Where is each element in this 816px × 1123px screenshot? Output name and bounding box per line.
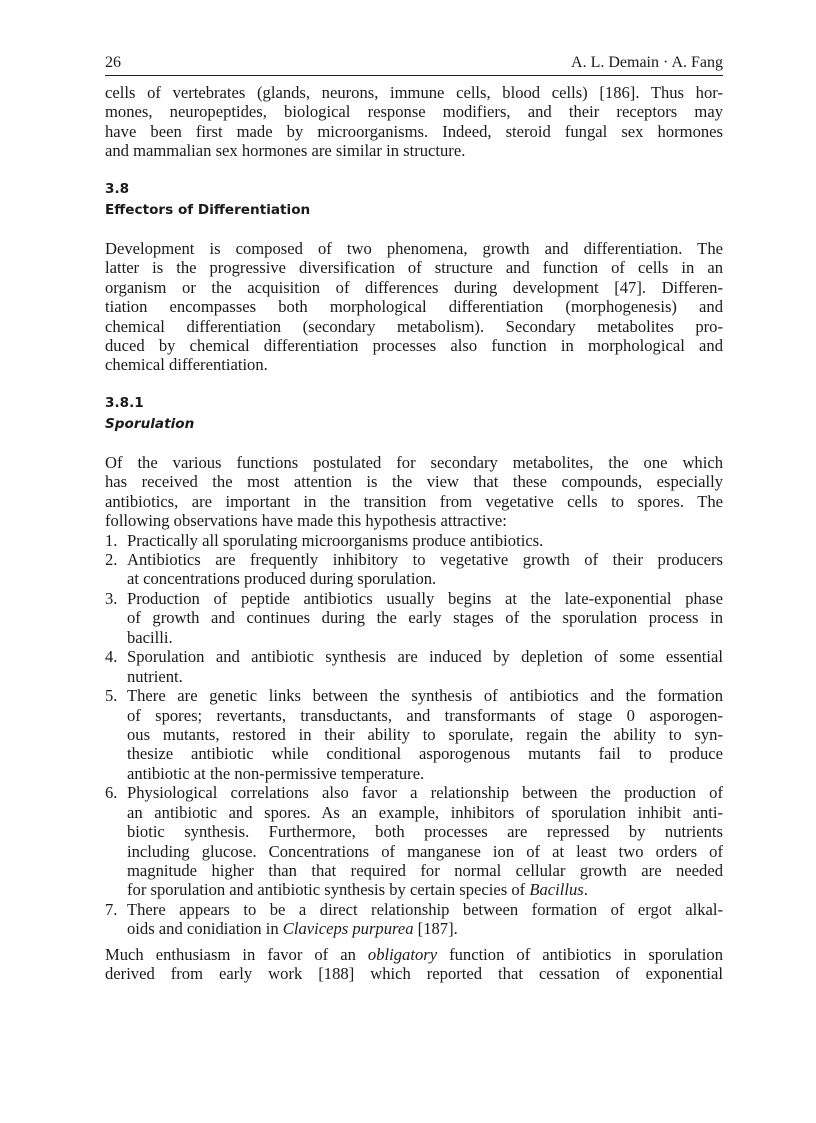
list-number: 4.	[105, 647, 118, 667]
text-line: of spores; revertants, transductants, and transformants of stage 0 asporogen-	[127, 705, 723, 725]
text-line: Antibiotics are frequently inhibitory to vegetative growth of their producers	[127, 550, 723, 570]
text-line: have been first made by microorganisms. Indeed, steroid fungal sex hormones	[105, 121, 723, 141]
list-item	[105, 686, 723, 783]
list-item-text	[127, 589, 723, 647]
text-line	[105, 945, 723, 964]
list-item-text	[127, 550, 723, 589]
header-rule	[105, 75, 723, 76]
section-heading	[105, 179, 723, 221]
text-line: following observations have made this hypothesis attractive:	[105, 511, 507, 531]
italic-text: Bacillus	[529, 880, 584, 900]
paragraph	[105, 239, 723, 375]
text-segment: function of antibiotics in sporulation	[437, 944, 723, 964]
text-line: has received the most attention is the view that these compounds, especially	[105, 472, 723, 492]
text-line: Practically all sporulating microorganisms produce antibiotics.	[127, 530, 544, 550]
text-line: chemical differentiation.	[105, 355, 268, 375]
text-line: Production of peptide antibiotics usually begins at the late-exponential phase	[127, 588, 723, 608]
text-line: bacilli.	[127, 627, 173, 647]
text-line: antibiotic at the non-permissive temperature.	[127, 763, 425, 783]
text-line: duced by chemical differentiation processes also function in morphological and	[105, 335, 723, 355]
text-line: chemical differentiation (secondary metabolism). Secondary metabolites pro-	[105, 316, 723, 336]
page	[105, 52, 723, 984]
page-number: 26	[105, 54, 121, 71]
text-line: including glucose. Concentrations of manganese ion of at least two orders of	[127, 841, 723, 861]
list-item	[105, 589, 723, 647]
text-line	[127, 919, 723, 938]
list-item-text	[127, 647, 723, 686]
text-line: and mammalian sex hormones are similar in structure.	[105, 141, 466, 161]
text-line: mones, neuropeptides, biological response modifiers, and their receptors may	[105, 102, 723, 122]
body-text	[105, 83, 723, 984]
text-line: ous mutants, restored in their ability to sporulate, regain the ability to syn-	[127, 724, 723, 744]
text-line	[127, 880, 723, 899]
text-line: latter is the progressive diversification of structure and function of cells in an	[105, 258, 723, 278]
text-line: There are genetic links between the synthesis of antibiotics and the formation	[127, 686, 723, 706]
text-line: Development is composed of two phenomena, growth and differentiation. The	[105, 238, 723, 258]
text-line: Sporulation and antibiotic synthesis are induced by depletion of some essential	[127, 647, 723, 667]
list-item	[105, 900, 723, 939]
text-line: of growth and continues during the early stages of the sporulation process in	[127, 608, 723, 628]
text-line: antibiotics, are important in the transition from vegetative cells to spores. The	[105, 491, 723, 511]
section-title: Sporulation	[105, 415, 195, 432]
list-item-text	[127, 783, 723, 900]
italic-text: Claviceps purpurea	[282, 919, 414, 939]
list-item	[105, 783, 723, 900]
section-number: 3.8	[105, 180, 130, 197]
text-segment: Much enthusiasm in favor of an	[105, 944, 368, 964]
list-item-text	[127, 531, 723, 550]
text-line: Physiological correlations also favor a relationship between the production of	[127, 783, 723, 803]
text-line: at concentrations produced during sporulation.	[127, 569, 437, 589]
paragraph	[105, 453, 723, 531]
section-number: 3.8.1	[105, 394, 144, 411]
section-heading	[105, 393, 723, 435]
list-number: 2.	[105, 550, 118, 570]
paragraph	[105, 945, 723, 984]
text-segment: [187].	[413, 919, 458, 939]
italic-text: obligatory	[367, 944, 438, 964]
numbered-list	[105, 531, 723, 939]
text-line: organism or the acquisition of differences during development [47]. Differen-	[105, 277, 723, 297]
list-item	[105, 550, 723, 589]
text-line: biotic synthesis. Furthermore, both processes are repressed by nutrients	[127, 822, 723, 842]
text-line: nutrient.	[127, 666, 183, 686]
text-segment: for sporulation and antibiotic synthesis by certain species of	[127, 880, 530, 900]
list-item-text	[127, 686, 723, 783]
running-header	[105, 52, 723, 74]
paragraph	[105, 83, 723, 161]
text-segment: .	[583, 880, 588, 900]
list-item-text	[127, 900, 723, 939]
text-line: an antibiotic and spores. As an example, inhibitors of sporulation inhibit anti-	[127, 802, 723, 822]
section-title: Effectors of Differentiation	[105, 201, 311, 218]
list-number: 7.	[105, 899, 118, 919]
text-line: Of the various functions postulated for secondary metabolites, the one which	[105, 452, 723, 472]
list-item	[105, 531, 723, 550]
text-segment: oids and conidiation in	[127, 919, 283, 939]
list-item	[105, 647, 723, 686]
text-line: thesize antibiotic while conditional asporogenous mutants fail to produce	[127, 744, 723, 764]
list-number: 3.	[105, 588, 118, 608]
text-line: There appears to be a direct relationship between formation of ergot alkal-	[127, 899, 723, 919]
list-number: 5.	[105, 686, 118, 706]
text-line: tiation encompasses both morphological differentiation (morphogenesis) and	[105, 297, 723, 317]
list-number: 6.	[105, 783, 118, 803]
running-head-authors: A. L. Demain · A. Fang	[571, 54, 723, 71]
text-line: magnitude higher than that required for normal cellular growth are needed	[127, 861, 723, 881]
text-line: derived from early work [188] which reported that cessation of exponential	[105, 964, 723, 984]
list-number: 1.	[105, 530, 118, 550]
text-line: cells of vertebrates (glands, neurons, immune cells, blood cells) [186]. Thus hor-	[105, 83, 723, 102]
